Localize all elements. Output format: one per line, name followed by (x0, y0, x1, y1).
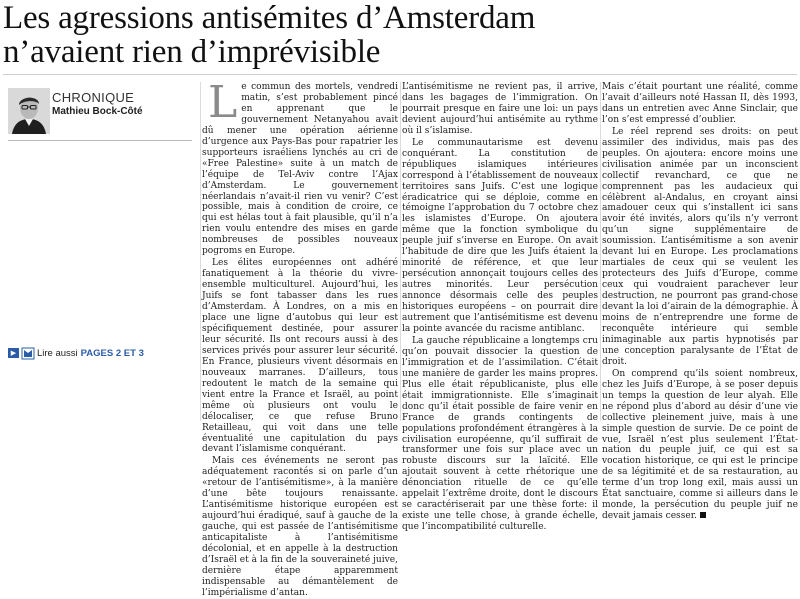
headline (3, 1, 793, 69)
newspaper-logo-icon (22, 348, 34, 359)
read-also-pages: PAGES 2 ET 3 (80, 347, 144, 359)
byline-divider (8, 140, 192, 141)
author-portrait (8, 88, 50, 134)
author-name: Mathieu Bock-Côté (52, 106, 143, 117)
article-column-2 (402, 82, 598, 533)
column-divider (200, 82, 201, 421)
paragraph: L’antisémitisme ne revient pas, il arrive, dans les bagages de l’immigration. On pourrait presque en faire une loi: un pays devient aujourd’hui antisémite au rythme où il s’islamise. (402, 82, 598, 136)
column-divider (400, 82, 401, 421)
article-column-3 (602, 82, 798, 522)
headline-divider (3, 74, 797, 75)
read-also-link[interactable] (8, 346, 144, 360)
end-of-article-mark (700, 512, 706, 518)
paragraph: La gauche républicaine a longtemps cru qu’on pouvait dissocier la question de l’immigration et de l’assimilation. C’était une manière de garder les mains propres. Plus elle était républicaniste, plus elle était immigrationniste. Elle s’imaginait donc qu’il était possible de faire venir en France de grands contingents de populations profondément étrangères à la civilisation européenne, qu’il suffirait de transformer une fois sur place avec un robuste discours sur la laïcité. Elle ajoutait souvent à cette rhétorique une dénonciation rituelle de ce qu’elle appelait l’extrême droite, dont le discours se caractériserait par une thèse forte: il existe une telle chose, à grande échelle, que l’incompatibilité culturelle. (402, 335, 598, 533)
article-column-1 (202, 77, 398, 598)
paragraph: Mais c’était pourtant une réalité, comme l’avait d’ailleurs noté Hassan II, dès 1993, dans un entretien avec Anne Sinclair, que l’on s’est empressé d’oublier. (602, 82, 798, 125)
headline-line-1: Les agressions antisémites d’Amsterdam (3, 0, 536, 36)
column-divider (600, 82, 601, 421)
paragraph: On comprend qu’ils soient nombreux, chez les Juifs d’Europe, à se poser depuis un temps la question de leur alyah. Elle ne répond plus d’abord au désir d’une vie collective pleinement juive, mais à une simple question de survie. De ce point de vue, Israël n’est plus seulement l’État-nation du peuple juif, ce qui est sa vocation historique, ce qui est le principe de sa légitimité et de sa restauration, au terme d’un trop long exil, mais aussi un État sanctuaire, comme si ailleurs dans le monde, la persécution du peuple juif ne devait jamais cesser. (602, 368, 798, 522)
paragraph: Les élites européennes ont adhéré fanatiquement à la théorie du vivre-ensemble multiculturel. Aujourd’hui, les Juifs se font tabasser dans les rues d’Amsterdam. À Londres, on a mis en place une ligne d’autobus qui leur est spécifiquement destinée, pour assurer leur sécurité. Ils ont recours aussi à des services privés pour assurer leur sécurité. En France, plusieurs vivent désormais en nouveaux marranes. D’ailleurs, tous redoutent le match de la semaine qui vient entre la France et Israël, au point même où plusieurs ont voulu le délocaliser, ce que refuse Bruno Retailleau, qui voit dans une telle éventualité une capitulation du pays devant l’islamisme conquérant. (202, 258, 398, 455)
paragraph: Le commun des mortels, vendredi matin, s’est probablement pincé en apprenant que le gouvernement Netanyahou avait dû mener une opération aérienne d’urgence aux Pays-Bas pour rapatrier les supporteurs israéliens lynchés au cri de «Free Palestine» suite à un match de l’équipe de Tel-Aviv contre l’Ajax d’Amsterdam. Le gouvernement néerlandais n’avait-il rien vu venir? C’est possible, mais à condition de croire, ce qui est hélas tout à fait plausible, qu’il n’a rien voulu entendre des mises en garde nombreuses de possibles nouveaux pogroms en Europe. (202, 77, 398, 257)
column-kicker: CHRONIQUE (52, 90, 135, 105)
drop-cap: L (208, 77, 238, 128)
paragraph: Mais ces événements ne seront pas adéquatement racontés si on parle d’un «retour de l’antisémitisme», à la manière d’une bête toujours renaissante. L’antisémitisme historique européen est aujourd’hui éradiqué, sauf à gauche de la gauche, qui est passée de l’antisémitisme anticapitaliste à l’antisémitisme décolonial, et en appelle à la destruction d’Israël et à la fin de la souveraineté juive, dernière étape apparemment indispensable au démantèlement de l’impérialisme d’antan. (202, 456, 398, 598)
column-sidebar (0, 82, 200, 421)
headline-line-2: n’avaient rien d’imprévisible (3, 34, 381, 70)
paragraph: Le réel reprend ses droits: on peut assimiler des individus, mais pas des peuples. On ajoutera: encore moins une civilisation animée par un inconscient collectif revanchard, ce que ne comprennent pas les audacieux qui célèbrent al-Andalus, en croyant ainsi amadouer ceux qui s’installent ici sans avoir été invités, alors qu’ils n’y verront qu’un signe supplémentaire de soumission. L’antisémitisme a son avenir devant lui en Europe. Les proclamations martiales de ceux qui se veulent les protecteurs des Juifs d’Europe, comme ceux qui voudraient parachever leur destruction, ne pourront pas grand-chose devant la loi d’airain de la démographie. À moins de n’entreprendre une forme de reconquête intérieure qui semble inimaginable aux partis hypnotisés par une conception paralysante de l’État de droit. (602, 126, 798, 367)
arrow-right-icon: ▶ (8, 348, 19, 358)
paragraph: Le communautarisme est devenu conquérant. La constitution de républiques islamiques intérieures correspond à l’établissement de nouveaux territoires sans Juifs. C’est une logique éradicatrice qui se déploie, comme en témoigne l’approbation du 7 octobre chez les islamistes d’Europe. On ajoutera même que la fonction symbolique du peuple juif s’inverse en Europe. On avait l’habitude de dire que les Juifs étaient la minorité de référence, et que leur persécution annonçait toujours celles des autres minorités. Leur persécution annonce désormais celle des peuples historiques européens – on pourrait dire autrement que l’antisémitisme est devenu la pointe avancée du racisme antiblanc. (402, 137, 598, 334)
read-also-label: Lire aussi (37, 347, 78, 359)
